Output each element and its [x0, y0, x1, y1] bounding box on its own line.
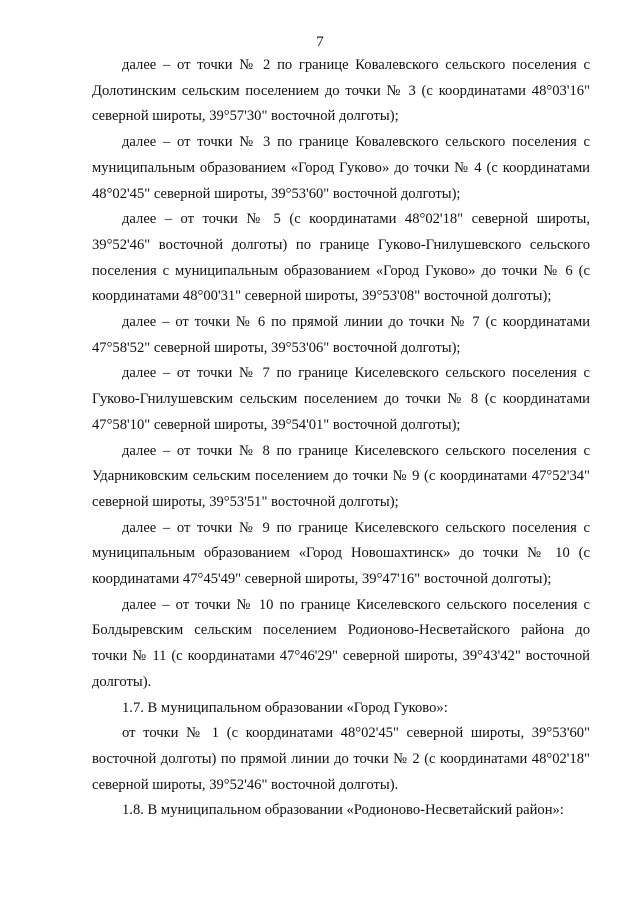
paragraph-kovalevsky-gukovo: далее – от точки № 3 по границе Ковалевского сельского поселения с муниципальным образованием «Город Гуково» до точки № 4 (с координатами 48°02'45" северной широты, 39°53'60" восточной долготы); [92, 134, 590, 202]
section-heading-1-7: 1.7. В муниципальном образовании «Город Гуково»: [122, 699, 448, 716]
paragraph-gukovo-gnilushevsky-gukovo: далее – от точки № 5 (с координатами 48°02'18" северной широты, 39°52'46" восточной долготы) по границе Гуково-Гнилушевского сельского поселения с муниципальным образованием «Город Гуково» до точки № 6 (с координатами 48°00'31" северной широты, 39°53'08" восточной долготы); [92, 211, 590, 305]
paragraph-kiselevsky-boldyrevsky: далее – от точки № 10 по границе Киселевского сельского поселения с Болдыревским сельским поселением Родионово-Несветайского района до точки № 11 (с координатами 47°46'29" северной широты, 39°43'42" восточной долготы). [92, 596, 590, 690]
section-heading-1-8: 1.8. В муниципальном образовании «Родионово-Несветайский район»: [122, 802, 564, 819]
paragraph-straight-line-point-7: далее – от точки № 6 по прямой линии до точки № 7 (с координатами 47°58'52" северной широты, 39°53'06" восточной долготы); [92, 314, 590, 356]
document-body [92, 53, 590, 824]
paragraph-kiselevsky-novoshakhtinsk: далее – от точки № 9 по границе Киселевского сельского поселения с муниципальным образованием «Город Новошахтинск» до точки № 10 (с координатами 47°45'49" северной широты, 39°47'16" восточной долготы); [92, 519, 590, 588]
paragraph-gukovo-points: от точки № 1 (с координатами 48°02'45" северной широты, 39°53'60" восточной долготы) по прямой линии до точки № 2 (с координатами 48°02'18" северной широты, 39°52'46" восточной долготы). [92, 725, 590, 793]
paragraph-kiselevsky-gukovo-gnilushevsky: далее – от точки № 7 по границе Киселевского сельского поселения с Гуково-Гнилушевским сельским поселением до точки № 8 (с координатами 47°58'10" северной широты, 39°54'01" восточной долготы); [92, 365, 590, 433]
paragraph-kovalevsky-dolotinsky: далее – от точки № 2 по границе Ковалевского сельского поселения с Долотинским сельским поселением до точки № 3 (с координатами 48°03'16" северной широты, 39°57'30" восточной долготы); [92, 57, 590, 125]
paragraph-kiselevsky-udarnikovsky: далее – от точки № 8 по границе Киселевского сельского поселения с Ударниковским сельским поселением до точки № 9 (с координатами 47°52'34" северной широты, 39°53'51" восточной долготы); [92, 442, 590, 510]
page-number: 7 [316, 34, 324, 50]
